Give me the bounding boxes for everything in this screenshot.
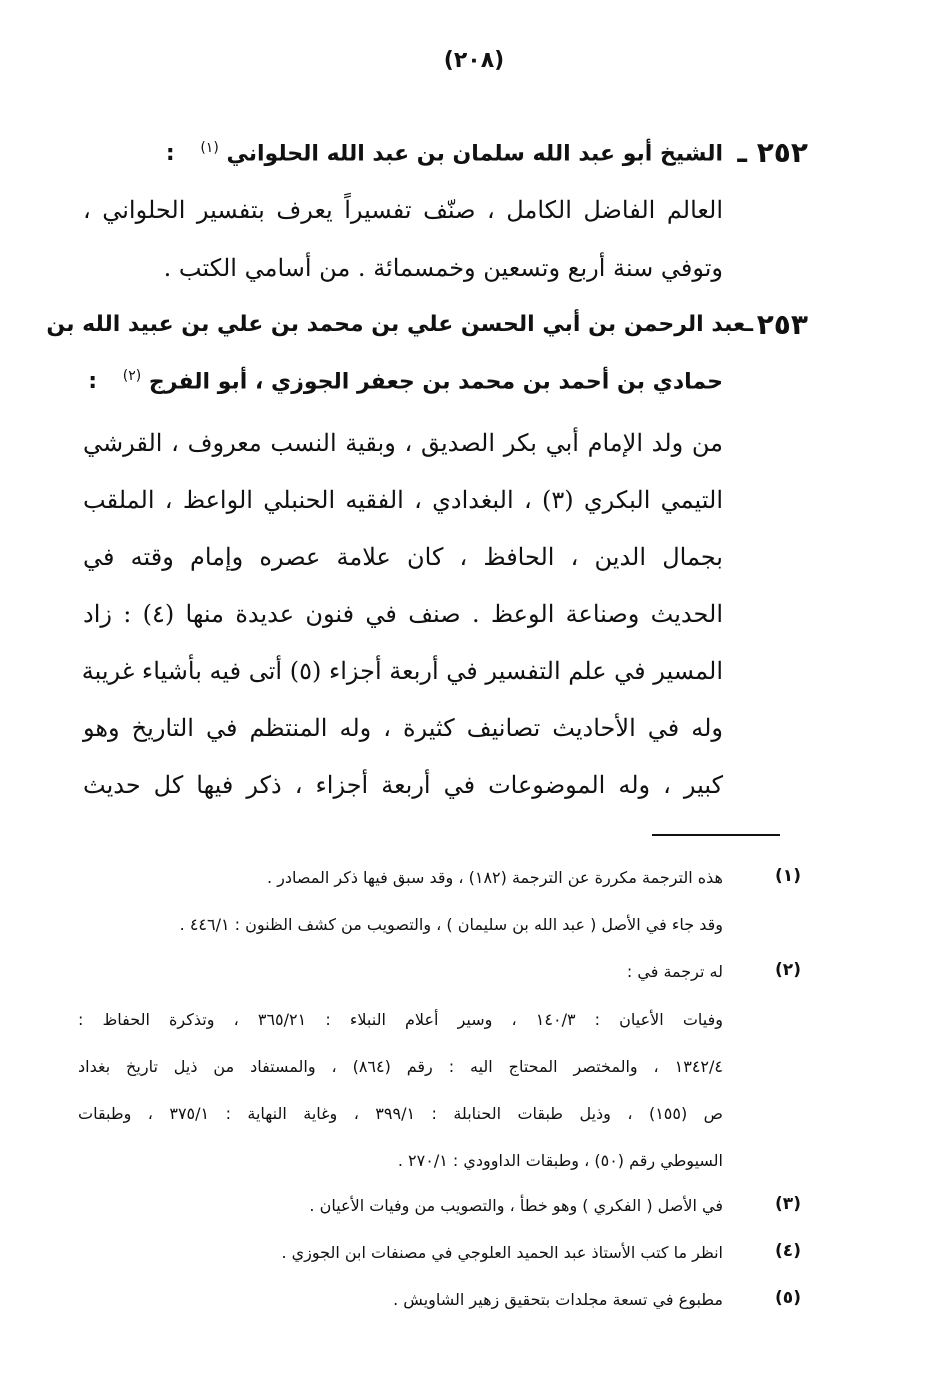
footnote-line: السيوطي رقم (٥٠) ، وطبقات الداوودي : ٢٧٠/١ . bbox=[397, 1151, 723, 1170]
body-line: وله في الأحاديث تصانيف كثيرة ، وله المنتظم في التاريخ وهو bbox=[83, 714, 724, 742]
footnote-line: انظر ما كتب الأستاذ عبد الحميد العلوجي في مصنفات ابن الجوزي . bbox=[281, 1243, 723, 1262]
body-line: الحديث وصناعة الوعظ . صنف في فنون عديدة منها (٤) : زاد bbox=[83, 600, 723, 628]
entry-number: ٢٥٢ ـ bbox=[737, 136, 808, 169]
footnote-number: (٤) bbox=[775, 1241, 801, 1261]
footnote-line: هذه الترجمة مكررة عن الترجمة (١٨٢) ، وقد سبق فيها ذكر المصادر . bbox=[266, 868, 723, 887]
footnote-number: (٣) bbox=[775, 1194, 801, 1214]
body-line: من ولد الإمام أبي بكر الصديق ، وبقية النسب معروف ، القرشي bbox=[83, 429, 723, 457]
body-line: العالم الفاضل الكامل ، صنّف تفسيراً يعرف بتفسير الحلواني ، bbox=[83, 196, 723, 224]
footnote-line: وفيات الأعيان : ١٤٠/٣ ، وسير أعلام النبلاء : ٣٦٥/٢١ ، وتذكرة الحفاظ : bbox=[78, 1010, 724, 1029]
footnote-line: ص (١٥٥) ، وذيل طبقات الحنابلة : ٣٩٩/١ ، وغاية النهاية : ٣٧٥/١ ، وطبقات bbox=[78, 1104, 723, 1123]
footnote-line: ١٣٤٢/٤ ، والمختصر المحتاج اليه : رقم (٨٦٤) ، والمستفاد من ذيل تاريخ بغداد bbox=[78, 1057, 723, 1076]
body-line: وتوفي سنة أربع وتسعين وخمسمائة . من أسامي الكتب . bbox=[163, 254, 723, 282]
entry-heading bbox=[88, 368, 723, 394]
body-line: التيمي البكري (٣) ، البغدادي ، الفقيه الحنبلي الواعظ ، الملقب bbox=[83, 486, 724, 514]
footnote-line: له ترجمة في : bbox=[626, 962, 723, 981]
page-number: (٢٠٨) bbox=[443, 48, 505, 73]
footnote-ref: (١) bbox=[200, 140, 219, 156]
footnote-separator bbox=[652, 834, 780, 836]
entry-heading-line: الشيخ أبو عبد الله سلمان بن عبد الله الحلواني bbox=[226, 141, 723, 167]
footnote-line: في الأصل ( الفكري ) وهو خطأ ، والتصويب من وفيات الأعيان . bbox=[309, 1196, 723, 1215]
entry-heading-line: ـعبد الرحمن بن أبي الحسن علي بن محمد بن علي بن عبيد الله بن bbox=[46, 312, 753, 337]
heading-colon: : bbox=[88, 369, 98, 395]
body-line: المسير في علم التفسير في أربعة أجزاء (٥) أتى فيه بأشياء غريبة bbox=[81, 657, 723, 685]
footnote-line: مطبوع في تسعة مجلدات بتحقيق زهير الشاويش . bbox=[393, 1290, 723, 1309]
entry-heading bbox=[166, 140, 723, 166]
heading-colon: : bbox=[165, 141, 175, 167]
footnote-ref: (٢) bbox=[122, 368, 142, 384]
entry-number: ٢٥٣ bbox=[756, 308, 808, 341]
body-line: كبير ، وله الموضوعات في أربعة أجزاء ، ذكر فيها كل حديث bbox=[83, 771, 723, 799]
footnote-number: (١) bbox=[775, 866, 801, 886]
entry-heading-line: حمادي بن أحمد بن محمد بن جعفر الجوزي ، أبو الفرج bbox=[148, 369, 723, 395]
footnote-line: وقد جاء في الأصل ( عبد الله بن سليمان ) ، والتصويب من كشف الظنون : ٤٤٦/١ . bbox=[179, 915, 723, 934]
footnote-number: (٢) bbox=[775, 960, 801, 980]
body-line: بجمال الدين ، الحافظ ، كان علامة عصره وإمام وقته في bbox=[83, 543, 723, 571]
footnote-number: (٥) bbox=[775, 1288, 801, 1308]
